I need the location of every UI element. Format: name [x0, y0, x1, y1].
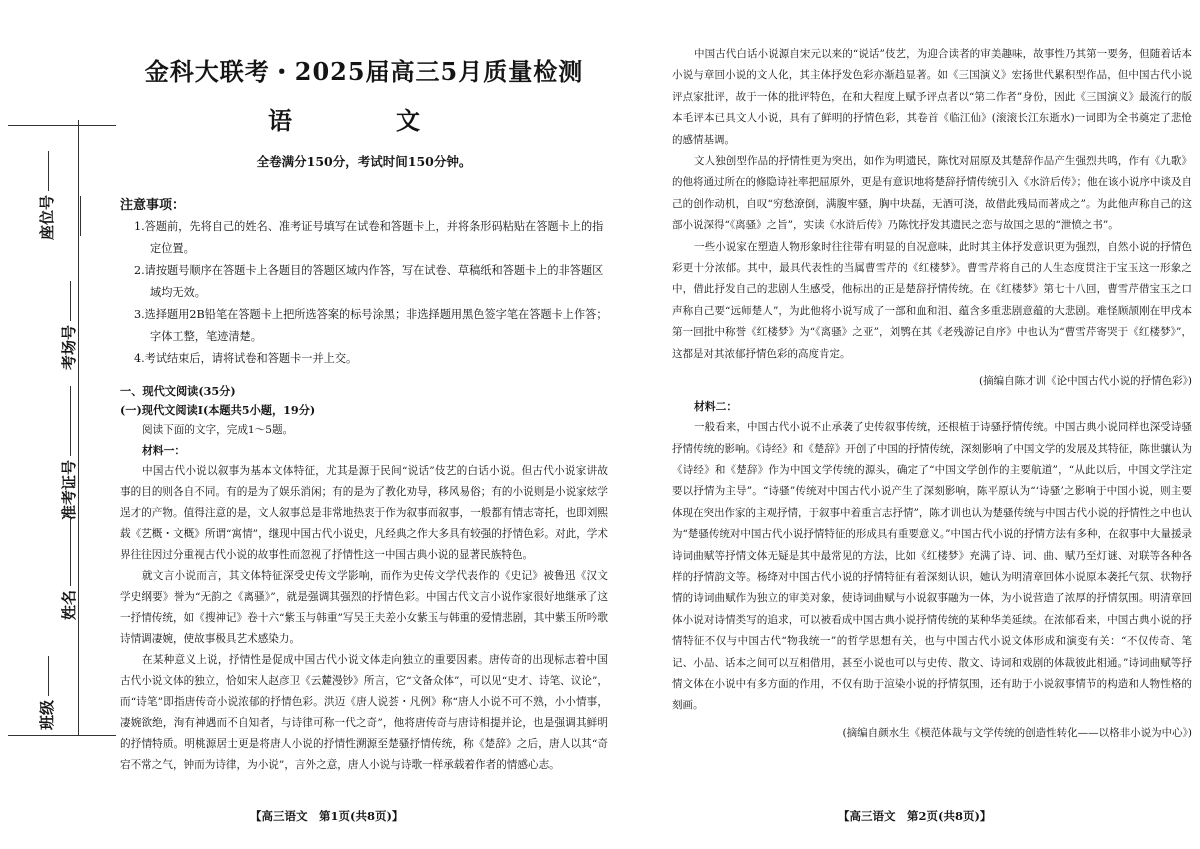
section-heading: 一、现代文阅读(35分): [120, 384, 236, 398]
note-item: 4.考试结束后，请将试卷和答题卡一并上交。: [134, 352, 358, 365]
subsection-heading: (一)现代文阅读Ⅰ(本题共5小题，19分): [120, 403, 316, 417]
name-field: 姓名: [58, 516, 79, 620]
instruction-text: 阅读下面的文字，完成1～5题。: [142, 424, 294, 436]
paragraph: 就文言小说而言，其文体特征深受史传文学影响，而作为史传文学代表作的《史记》被鲁迅《汉文学史纲要》誉为“无韵之《离骚》”，就是强调其强烈的抒情色彩。中国古代文言小说作家很好地继承了这一抒情传统，如《搜神记》卷十六“紫玉与韩重”写吴王夫差小女紫玉与韩重的爱情悲剧，其中紫玉所吟歌诗情调凄婉，使故事极具艺术感染力。: [120, 570, 608, 645]
paragraph: 中国古代白话小说源自宋元以来的“说话”伎艺，为迎合读者的审美趣味，故事性乃其第一要务，但随着话本小说与章回小说的文人化，其主体抒发色彩亦渐趋显著。如《三国演义》宏扬世代累积型作品，但中国古代小说评点家批评，故于一体的批评特色，在和大程度上赋予评点者以“第二作者”身份，因此《三国演义》最流行的版本毛评本已具文人小说，具有了鲜明的抒情色彩，其卷首《临江仙》(滚滚长江东逝水)一词即为全书奠定了悲怆的感情基调。: [672, 48, 1192, 146]
source-citation-1: (摘编自陈才训《论中国古代小说的抒情色彩》): [979, 375, 1192, 388]
exam-room-field: 考场号: [58, 281, 79, 370]
subject-title: 语 文: [268, 106, 460, 135]
page-2-footer: 【高三语文 第2页(共8页)】: [838, 809, 992, 823]
note-item: 2.请按题号顺序在答题卡上各题目的答题区域内作答，写在试卷、草稿纸和答题卡上的非答题区域均无效。: [134, 264, 604, 299]
exam-title: 金科大联考・2025届高三5月质量检测: [144, 57, 584, 86]
seat-field: 座位号: [36, 151, 57, 240]
material-1-label: 材料一：: [142, 444, 186, 457]
blank-field: [70, 196, 88, 240]
binding-bottom-line: [8, 735, 116, 736]
notes-block: [120, 194, 608, 370]
source-citation-2: (摘编自颜水生《模范体裁与文学传统的创造性转化——以格非小说为中心》): [842, 726, 1192, 739]
page-2: [672, 44, 1192, 749]
paragraph: 中国古代小说以叙事为基本文体特征，尤其是源于民间“说话”伎艺的白话小说。但古代小说家讲故事的目的则各自不同。有的是为了娱乐消闲；有的是为了教化劝导，移风易俗；有的小说则是小说家炫学逞才的产物。值得注意的是，文人叙事总是非常地热衷于作为叙事而叙事，一般都有情志寄托，也即刘熙载《艺概・文概》所谓“寓情”，继现中国古代小说史，凡经典之作大多具有较强的抒情色彩。对此，学术界往往因过分重视古代小说的故事性而忽视了抒情性这一中国古典小说的显著民族特色。: [120, 465, 608, 561]
material-2-label: 材料二：: [694, 400, 738, 414]
full-mark-line: 全卷满分150分，考试时间150分钟。: [256, 154, 472, 169]
note-item: 3.选择题用2B铅笔在答题卡上把所选答案的标号涂黑；非选择题用黑色签字笔在答题卡上作答；字体工整，笔迹清楚。: [134, 308, 608, 343]
note-item: 1.答题前，先将自己的姓名、准考证号填写在试卷和答题卡上，并将条形码粘贴在答题卡上的指定位置。: [134, 220, 604, 255]
paragraph: 文人独创型作品的抒情性更为突出，如作为明遗民，陈忱对屈原及其楚辞作品产生强烈共鸣，作有《九歌》的他将通过所在的修隐诗社率把屈原外，更是有意识地将楚辞抒情传统引入《水浒后传》；他在该小说序中谈及自己的创作动机，自叹“穷愁潦倒，满腹牢骚，胸中块磊，无酒可浇，故借此残局而著成之”。为此他声称自己的这部小说深得“《离骚》之旨”，实读《水浒后传》乃陈忱抒发其遗民之恋与故国之思的“泄愤之书”。: [672, 155, 1192, 232]
binding-top-line: [8, 125, 116, 126]
page-1-footer: 【高三语文 第1页(共8页)】: [250, 809, 404, 823]
paragraph: 一些小说家在塑造人物形象时往往带有明显的自况意味，此时其主体抒发意识更为强烈，自然小说的抒情色彩更十分浓郁。其中，最具代表性的当属曹雪芹的《红楼梦》。曹雪芹将自己的人生态度贯注于宝玉这一形象之中，借此抒发自己的悲剧人生感受，他标出的正是楚辞抒情传统。在《红楼梦》第七十八回，曹雪芹借宝玉之口声称自己要“远师楚人”，为此他将小说写成了一部和血和泪、蕴含多重悲剧意蕴的大悲剧。难怪顾颉刚在甲戌本第一回批中称誉《红楼梦》为“《离骚》之亚”，刘鹗在其《老残游记自序》中也认为“曹雪芹寄哭于《红楼梦》”，这都是对其浓郁抒情色彩的高度肯定。: [672, 240, 1192, 360]
ticket-field: 准考证号: [58, 386, 79, 520]
class-field: 班级: [36, 656, 57, 730]
page-1: [120, 48, 608, 776]
paragraph: 在某种意义上说，抒情性是促成中国古代小说文体走向独立的重要因素。唐传奇的出现标志着中国古代小说文体的独立，恰如宋人赵彦卫《云麓漫钞》所言，它“文备众体”，可以见“史才、诗笔、议论”，而“诗笔”即指唐传奇小说浓郁的抒情色彩。洪迈《唐人说荟・凡例》称“唐人小说不可不熟，小小情事，凄婉欲绝，洵有神遇而不自知者，与诗律可称一代之奇”，他将唐传奇与唐诗相提并论，也是强调其鲜明的抒情特质。明桃源居士更是将唐人小说的抒情性溯源至楚骚抒情传统，称《楚辞》之后，唐人以其“奇宕不常之气，钟而为诗律，为小说”，言外之意，唐人小说与诗歌一样承载着作者的情感心志。: [120, 654, 608, 771]
notes-title: 注意事项：: [120, 198, 186, 213]
paragraph: 一般看来，中国古代小说不止承袭了史传叙事传统，还根植于诗骚抒情传统。中国古典小说同样也深受诗骚抒情传统的影响。《诗经》和《楚辞》开创了中国的抒情传统，深刻影响了中国文学的发展及其特征，陈世骧认为《诗经》和《楚辞》作为中国文学传统的源头，确定了“中国文学创作的主要航道”，“从此以后，中国文学注定要以抒情为主导”。“诗骚”传统对中国古代小说产生了深刻影响，陈平原认为“‘诗骚’之影响于中国小说，则主要体现在突出作家的主观抒情，于叙事中着重言志抒情”，陈才训也认为楚骚传统与中国古代小说的抒情性之中也认为“楚骚传统对中国古代小说抒情特征的形成具有重要意义。”中国古代小说的抒情方法有多种，在叙事中大量援录诗词曲赋等抒情文体无疑是其中最常见的方法，比如《红楼梦》充满了诗、词、曲、赋乃至灯谜、对联等各种各样的抒情韵文等。杨绛对中国古代小说的抒情特征有着深刻认识，她认为明清章回体小说原本袭托气氛、状物抒情的诗词曲赋作为独立的审美对象，使诗词曲赋与小说叙事融为一体，为小说营造了浓厚的抒情氛围。明清章回体小说对诗情类写的追求，可以被看成中国古典小说抒情传统的某种华美延续。在浓郁看来，中国古典小说的抒情特征不仅与中国古代“物我统一”的哲学思想有关，也与中国古代小说文体形成和演变有关：“不仅传奇、笔记、小品、话本之间可以互相借用，甚至小说也可以与史传、散文、诗词和戏剧的体裁彼此相通。”诗词曲赋等抒情文体在小说中有多方面的作用，不仅有助于渲染小说的抒情氛围，还有助于小说叙事情节的构造和人物性格的刻画。: [672, 421, 1192, 712]
binding-margin: [0, 0, 118, 849]
